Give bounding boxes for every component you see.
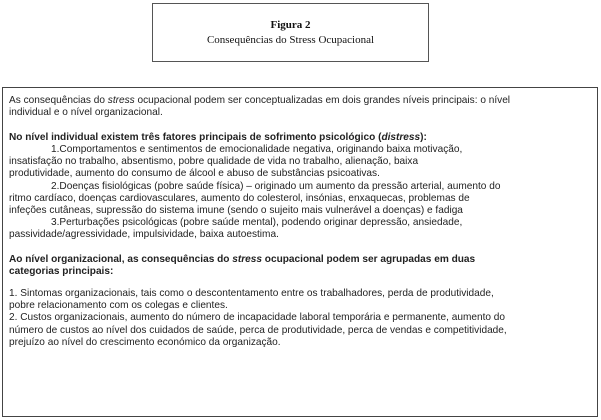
- intro-emphasis: stress: [107, 95, 135, 106]
- organizational-heading-line-2: categorias principais:: [9, 266, 114, 278]
- individual-item-2-line-1: 2.Doenças fisiológicas (pobre saúde física) – originado um aumento da pressão arterial, aumento do: [51, 180, 501, 192]
- heading-text: No nível individual existem três fatores principais de sofrimento psicológico (: [9, 132, 382, 144]
- individual-item-2-line-2: ritmo cardíaco, doenças cardiovasculares, aumento do colesterol, insónias, enxaquecas, problemas de: [9, 192, 470, 204]
- organizational-item-1-line-1: 1. Sintomas organizacionais, tais como o descontentamento entre os trabalhadores, perda de produtividade,: [9, 288, 494, 300]
- heading-text: ocupacional podem ser agrupadas em duas: [262, 254, 476, 266]
- individual-heading: [9, 132, 589, 144]
- intro-line-2: individual e o nível organizacional.: [9, 107, 163, 119]
- figure-caption: Consequências do Stress Ocupacional: [206, 34, 375, 46]
- figure-title-box: [152, 3, 429, 62]
- individual-item-1-line-1: 1.Comportamentos e sentimentos de emocionalidade negativa, originando baixa motivação,: [51, 144, 463, 156]
- heading-emphasis: distress: [381, 132, 421, 144]
- heading-text: Ao nível organizacional, as consequências do: [9, 254, 233, 266]
- individual-item-3-line-1: 3.Perturbações psicológicas (pobre saúde mental), podendo originar depressão, ansiedade,: [51, 216, 463, 228]
- heading-emphasis: stress: [232, 254, 262, 266]
- individual-item-3-line-2: passividade/agressividade, impulsividade, baixa autoestima.: [9, 228, 279, 240]
- figure-number: Figura 2: [270, 19, 311, 31]
- intro-text: As consequências do: [9, 95, 108, 106]
- intro-text: ocupacional podem ser conceptualizadas em dois grandes níveis principais: o nível: [134, 95, 511, 106]
- organizational-item-2-line-1: 2. Custos organizacionais, aumento do número de incapacidade laboral temporária e permanente, aumento do: [9, 312, 506, 324]
- organizational-item-2-line-2: número de custos ao nível dos cuidados de saúde, perca de produtividade, perca de vendas e competitividade,: [9, 324, 507, 336]
- individual-item-2-line-3: infeções cutâneas, supressão do sistema imune (sendo o sujeito mais vulnerável a doenças) e fadiga: [9, 204, 463, 216]
- intro-line-1: [9, 95, 589, 107]
- individual-item-1-line-2: insatisfação no trabalho, absentismo, pobre qualidade de vida no trabalho, alienação, baixa: [9, 156, 419, 168]
- organizational-heading-line-1: [9, 254, 589, 266]
- content-box: [2, 87, 598, 417]
- individual-item-1-line-3: produtividade, aumento do consumo de álcool e abuso de substâncias psicoativas.: [9, 168, 380, 180]
- heading-text: ):: [420, 132, 427, 144]
- organizational-item-1-line-2: pobre relacionamento com os colegas e clientes.: [9, 300, 228, 312]
- organizational-item-2-line-3: prejuízo ao nível do crescimento económico da organização.: [9, 336, 281, 348]
